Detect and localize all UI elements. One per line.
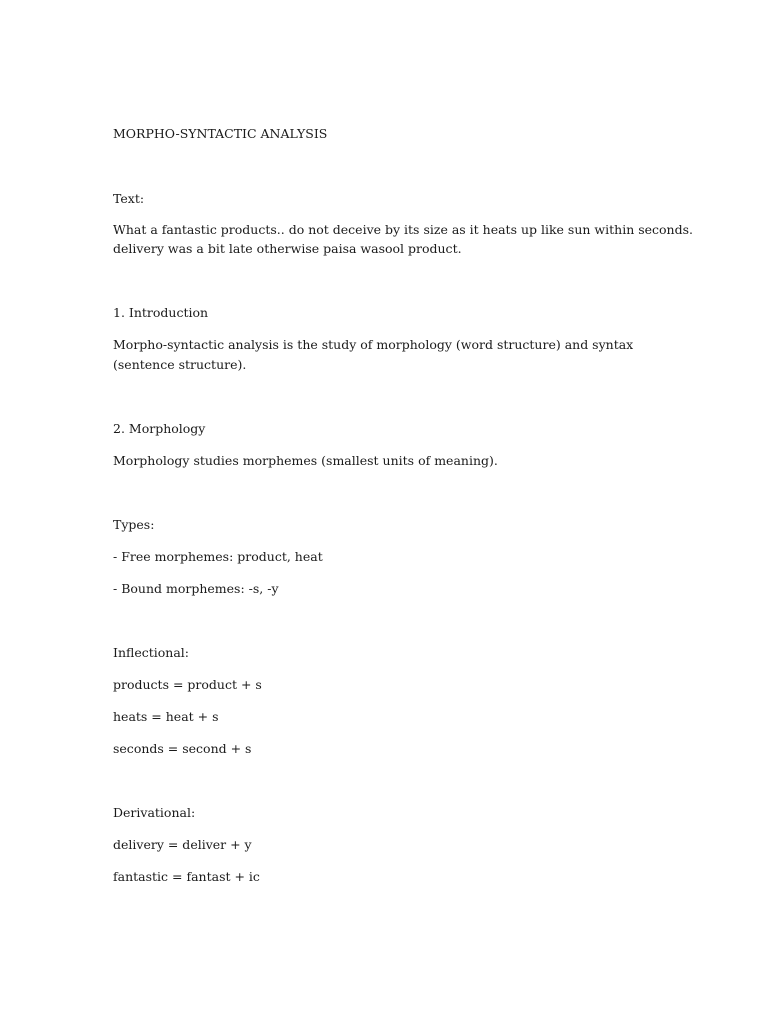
types-label: Types:: [113, 517, 155, 532]
section-heading: 1. Introduction: [113, 305, 209, 320]
section-heading: 2. Morphology: [113, 421, 206, 436]
section-paragraph-line: Morphology studies morphemes (smallest units of meaning).: [113, 453, 498, 468]
text-paragraph-line: What a fantastic products.. do not deceive by its size as it heats up like sun within seconds.: [113, 222, 693, 237]
section-paragraph-line: (sentence structure).: [113, 357, 247, 372]
list-item: fantastic = fantast + ic: [113, 869, 260, 884]
list-item: heats = heat + s: [113, 709, 219, 724]
list-item: products = product + s: [113, 677, 262, 692]
document-title: MORPHO-SYNTACTIC ANALYSIS: [113, 126, 328, 141]
section-paragraph-line: Morpho-syntactic analysis is the study of morphology (word structure) and syntax: [113, 337, 634, 352]
list-item: seconds = second + s: [113, 741, 252, 756]
list-item: - Bound morphemes: -s, -y: [113, 581, 279, 596]
text-label: Text:: [113, 191, 145, 206]
list-item: delivery = deliver + y: [113, 837, 252, 852]
list-item: - Free morphemes: product, heat: [113, 549, 323, 564]
text-paragraph-line: delivery was a bit late otherwise paisa wasool product.: [113, 241, 462, 256]
derivational-label: Derivational:: [113, 805, 196, 820]
inflectional-label: Inflectional:: [113, 645, 189, 660]
